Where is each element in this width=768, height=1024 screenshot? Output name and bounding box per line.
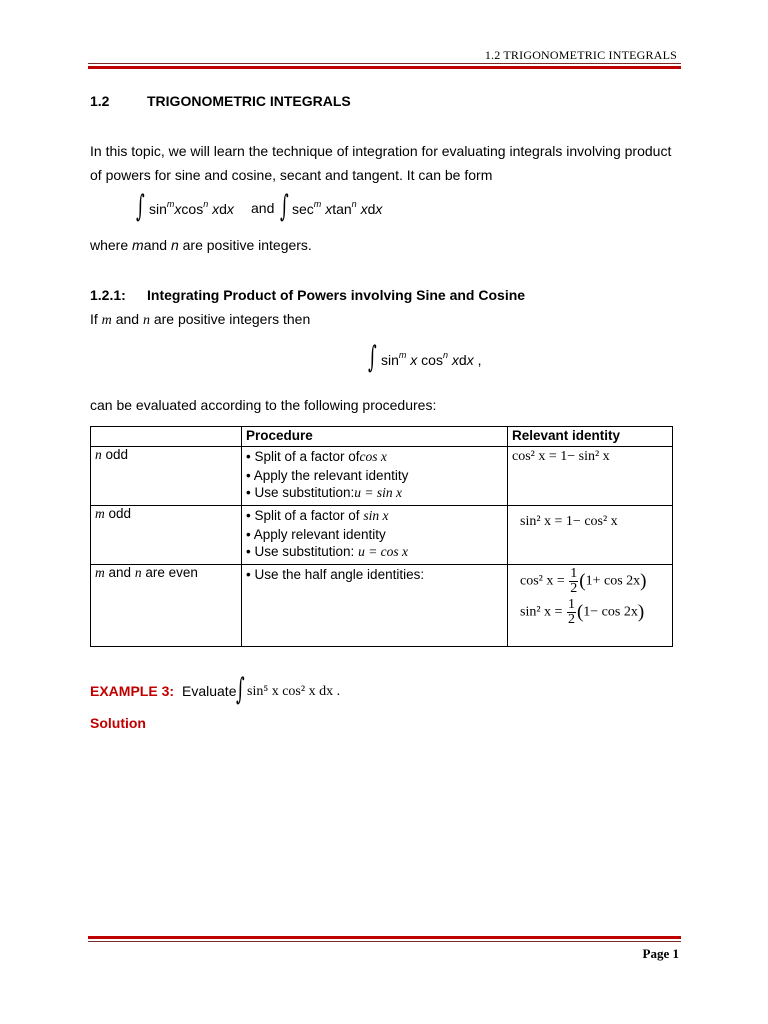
fraction-num: 1 bbox=[570, 566, 578, 581]
fraction-den: 2 bbox=[567, 612, 575, 627]
footer-rule-thick bbox=[88, 936, 681, 939]
where-prefix: where bbox=[90, 237, 129, 253]
var-n: n bbox=[142, 313, 150, 328]
identity-cell bbox=[508, 565, 673, 647]
fraction bbox=[567, 598, 576, 627]
step-item: • Split of a factor of sin x bbox=[246, 508, 389, 523]
example-integrand bbox=[247, 684, 340, 700]
section-title: TRIGONOMETRIC INTEGRALS bbox=[147, 93, 351, 109]
case-var: m bbox=[95, 506, 105, 521]
table-header-row bbox=[91, 427, 673, 447]
half-angle-cos: cos² x = $\frac{1}{2}$ (1+ cos 2x) bbox=[520, 566, 647, 596]
table-row bbox=[91, 506, 673, 565]
step-item: • Split of a factor ofcos x bbox=[246, 449, 387, 464]
if-line bbox=[90, 311, 310, 329]
step-math: u = cos x bbox=[358, 544, 409, 559]
formula-and: and bbox=[251, 200, 275, 216]
if-and: and bbox=[115, 311, 140, 327]
integrand-text: sin⁵ x cos² x dx bbox=[247, 684, 334, 699]
half-angle-sin: sin² x = $\frac{1}{2}$ (1− cos 2x) bbox=[520, 597, 645, 627]
section-number: 1.2 bbox=[90, 93, 110, 109]
identity-lhs: cos² x = bbox=[520, 573, 565, 589]
table-row bbox=[91, 565, 673, 647]
var-m: m bbox=[132, 237, 144, 253]
procedure-cell bbox=[242, 565, 508, 647]
header-rule-thin bbox=[88, 63, 681, 64]
header-rule-thick bbox=[88, 66, 681, 69]
step-math: sin x bbox=[363, 508, 389, 523]
subsection-title: Integrating Product of Powers involving Sine and Cosine bbox=[147, 287, 526, 303]
example-label: EXAMPLE 3: bbox=[90, 683, 175, 699]
running-header: 1.2 TRIGONOMETRIC INTEGRALS bbox=[484, 48, 677, 62]
if-suffix: are positive integers then bbox=[153, 311, 311, 327]
step-math: cos x bbox=[359, 449, 387, 464]
fraction-num: 1 bbox=[567, 597, 575, 612]
step-item: • Use the half angle identities: bbox=[246, 567, 425, 582]
table-header-identity: Relevant identity bbox=[508, 427, 673, 447]
case-cell bbox=[91, 506, 242, 565]
fraction bbox=[569, 567, 578, 596]
fraction-den: 2 bbox=[570, 581, 578, 596]
formula-sin-cos: $\sin^mxcos^n$ xdx bbox=[149, 199, 234, 217]
formula-sec-tan: $\sec^m xtan^n$ xdx bbox=[292, 199, 383, 217]
var-m: m bbox=[101, 313, 112, 328]
period: . bbox=[336, 684, 341, 699]
subsection-number: 1.2.1: bbox=[90, 287, 126, 303]
step-item: • Apply relevant identity bbox=[246, 527, 386, 542]
table-header-procedure: Procedure bbox=[242, 427, 508, 447]
step-item: • Use substitution: u = cos x bbox=[246, 544, 409, 559]
case-text: odd bbox=[108, 506, 132, 521]
example-text: Evaluate bbox=[182, 683, 237, 699]
if-prefix: If bbox=[90, 311, 98, 327]
integral-sign-3: ∫ bbox=[368, 340, 377, 375]
identity-rhs: 1+ cos 2x bbox=[585, 573, 641, 589]
step-text: Split of a factor of bbox=[254, 508, 360, 523]
identity-cell bbox=[508, 447, 673, 506]
case-var: m bbox=[95, 565, 105, 580]
where-line bbox=[90, 237, 312, 253]
procedure-cell bbox=[242, 506, 508, 565]
integral-sign-2: ∫ bbox=[280, 189, 289, 224]
where-and: and bbox=[143, 237, 168, 253]
step-item: • Apply the relevant identity bbox=[246, 468, 409, 483]
table-row bbox=[91, 447, 673, 506]
step-text: Use the half angle identities: bbox=[254, 567, 425, 582]
page-number: Page 1 bbox=[642, 946, 679, 961]
intro-line-1: In this topic, we will learn the technique of integration for evaluating integrals involving product bbox=[90, 143, 672, 159]
step-text: Use substitution: bbox=[254, 485, 355, 500]
step-text: Apply the relevant identity bbox=[253, 468, 409, 483]
identity-formula: cos² x = 1− sin² x bbox=[512, 449, 610, 464]
table-header-case bbox=[91, 427, 242, 447]
step-text: Apply relevant identity bbox=[253, 527, 386, 542]
step-text: Use substitution: bbox=[254, 544, 355, 559]
step-item: • Use substitution:u = sin x bbox=[246, 485, 403, 500]
identity-formula: sin² x = 1− cos² x bbox=[520, 514, 618, 529]
case-text: are even bbox=[145, 565, 198, 580]
case-var: n bbox=[95, 447, 102, 462]
case-cell bbox=[91, 447, 242, 506]
procedure-table bbox=[90, 426, 673, 647]
case-and: and bbox=[108, 565, 132, 580]
identity-cell bbox=[508, 506, 673, 565]
where-suffix: are positive integers. bbox=[182, 237, 312, 253]
case-cell bbox=[91, 565, 242, 647]
step-math: u = sin x bbox=[354, 485, 403, 500]
solution-label: Solution bbox=[90, 715, 146, 731]
step-text: Split of a factor of bbox=[254, 449, 360, 464]
integral-sign-1: ∫ bbox=[136, 189, 145, 224]
procedure-cell bbox=[242, 447, 508, 506]
procedures-intro: can be evaluated according to the following procedures: bbox=[90, 397, 437, 413]
formula-centered: $\sin^m x$ $\cos^n$ xdx , bbox=[381, 350, 482, 368]
case-text: odd bbox=[105, 447, 129, 462]
identity-rhs: 1− cos 2x bbox=[583, 604, 638, 620]
var-n: n bbox=[170, 237, 179, 253]
identity-lhs: sin² x = bbox=[520, 604, 563, 620]
case-var: n bbox=[134, 565, 142, 580]
footer-rule-thin bbox=[88, 941, 681, 942]
integral-sign-example: ∫ bbox=[236, 672, 245, 707]
intro-line-2: of powers for sine and cosine, secant and tangent. It can be form bbox=[90, 167, 493, 183]
